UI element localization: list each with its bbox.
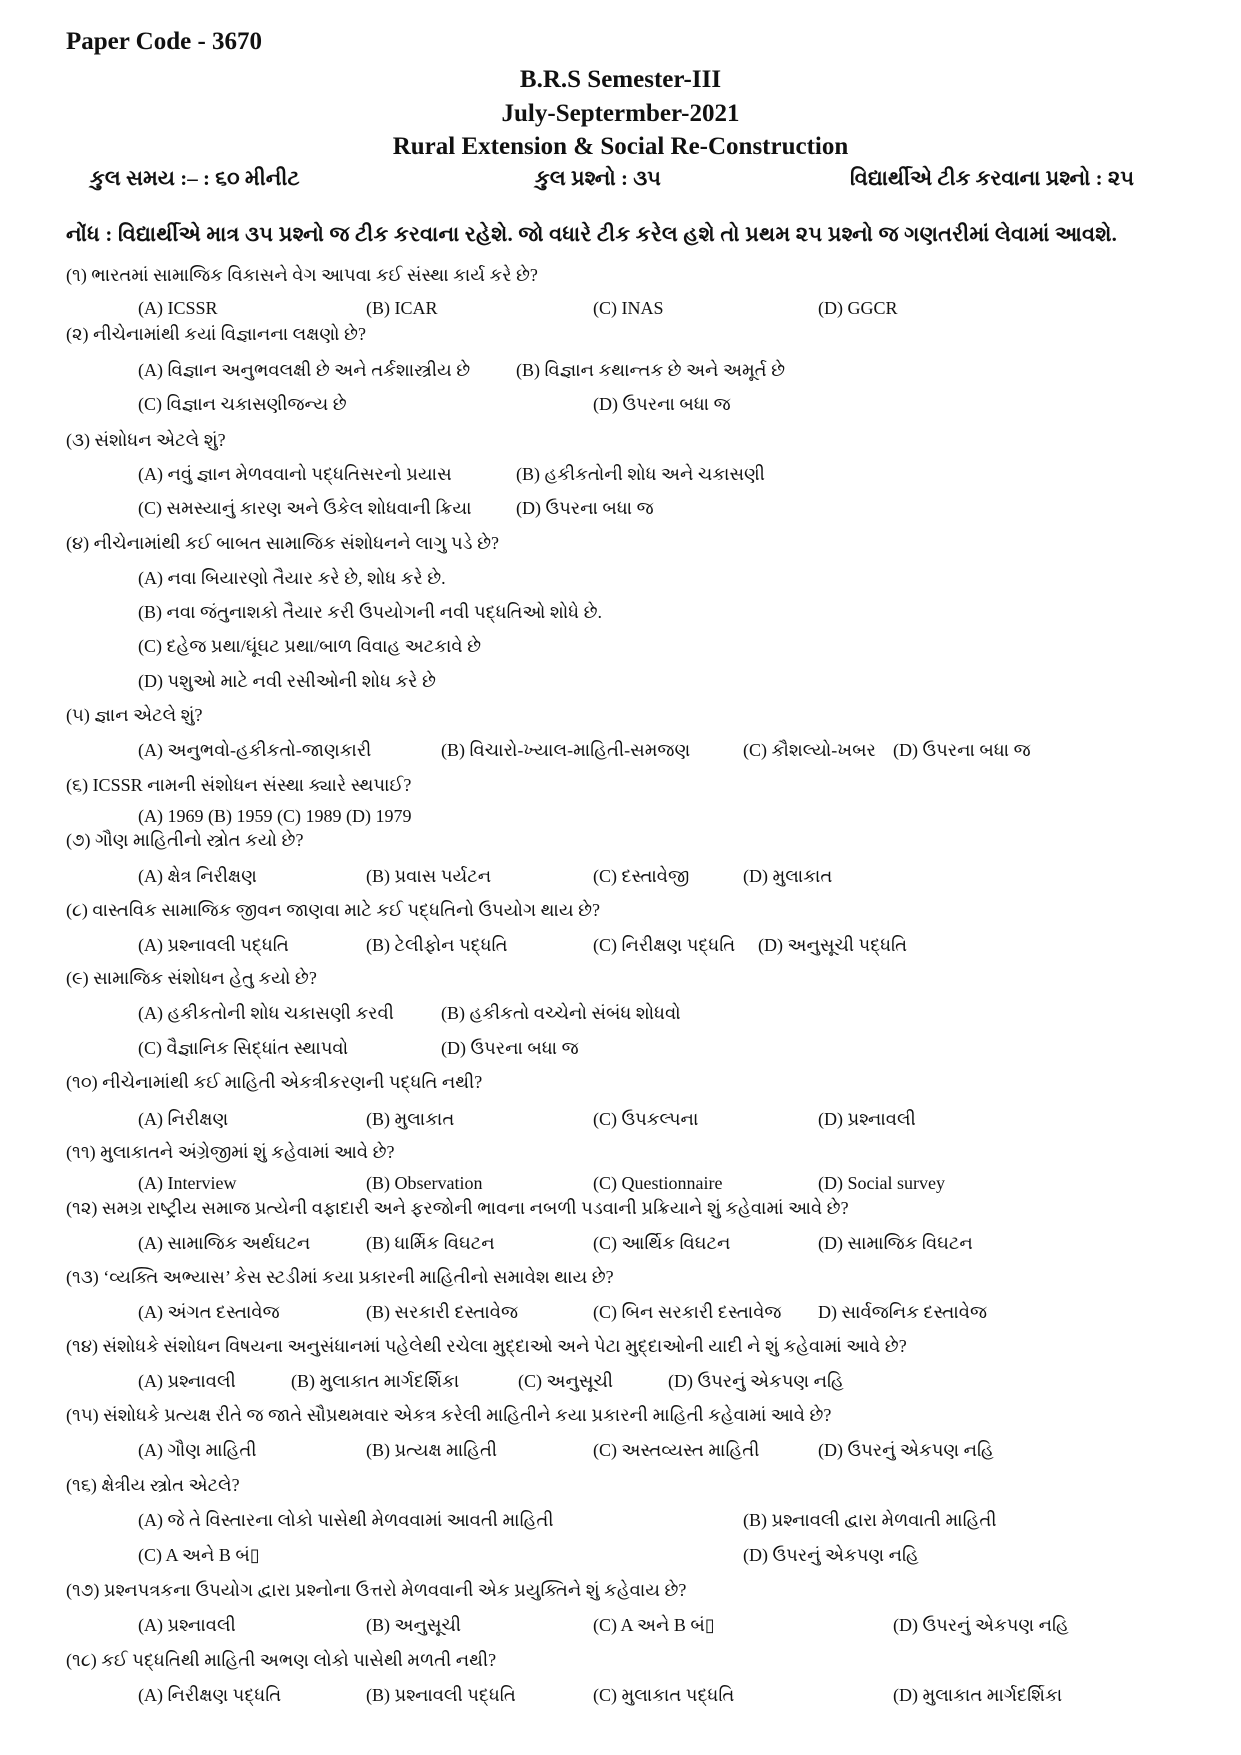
option: (C) દહેજ પ્રથા/ઘૂંઘટ પ્રથા/બાળ વિવાહ અટકાવે છે	[138, 636, 481, 656]
session-title: July-Septermber-2021	[501, 100, 740, 127]
option: (D) ઉપરનું એકપણ નહિ	[743, 1545, 919, 1565]
option: (B) ધાર્મિક વિઘટન	[366, 1233, 495, 1253]
question-7: (૭) ગૌણ માહિતીનો સ્ત્રોત કયો છે?	[66, 830, 304, 850]
question-16: (૧૬) ક્ષેત્રીય સ્ત્રોત એટલે?	[66, 1475, 240, 1495]
option: (D) ઉપરના બધા જ	[441, 1038, 579, 1058]
questions-to-attempt: વિદ્યાર્થીએ ટીક કરવાના પ્રશ્નો : ૨૫	[850, 166, 1135, 190]
option: (A) નિરીક્ષણ પદ્ધતિ	[138, 1685, 282, 1705]
option: (B) મુલાકાત માર્ગદર્શિકા	[291, 1371, 460, 1391]
option: (B) Observation	[366, 1173, 483, 1193]
option: (C) Questionnaire	[593, 1173, 723, 1193]
total-time: કુલ સમય :– : ૬૦ મીનીટ	[90, 166, 300, 190]
option: (C) A અને B બં▯	[138, 1545, 260, 1565]
option: (C) INAS	[593, 298, 664, 318]
option: (A) પ્રશ્નાવલી પદ્ધતિ	[138, 935, 289, 955]
subject-title: Rural Extension & Social Re-Construction	[392, 133, 849, 160]
question-15: (૧૫) સંશોધકે પ્રત્યક્ષ રીતે જ જાતે સૌપ્રથમવાર એકત્ર કરેલી માહિતીને કયા પ્રકારની માહિતી કહેવામાં આવે છે?	[66, 1405, 832, 1425]
option: (D) ઉપરનું એકપણ નહિ	[668, 1371, 844, 1391]
option: (B) અનુસૂચી	[366, 1615, 462, 1635]
question-8: (૮) વાસ્તવિક સામાજિક જીવન જાણવા માટે કઈ પદ્ધતિનો ઉપયોગ થાય છે?	[66, 900, 600, 920]
option: (D) Social survey	[818, 1173, 945, 1193]
question-4: (૪) નીચેનામાંથી કઈ બાબત સામાજિક સંશોધનને લાગુ પડે છે?	[66, 533, 499, 553]
option: (D) મુલાકાત	[743, 866, 833, 886]
option: (B) પ્રવાસ પર્યટન	[366, 866, 492, 886]
option: (B) પ્રશ્નાવલી દ્વારા મેળવાતી માહિતી	[743, 1510, 997, 1530]
option: (A) પ્રશ્નાવલી	[138, 1371, 236, 1391]
question-6: (૬) ICSSR નામની સંશોધન સંસ્થા ક્યારે સ્થપાઈ?	[66, 775, 412, 795]
option: (D) ઉપરના બધા જ	[516, 498, 654, 518]
option: D) સાર્વજનિક દસ્તાવેજ	[818, 1302, 987, 1322]
question-9: (૯) સામાજિક સંશોધન હેતુ કયો છે?	[66, 968, 317, 988]
option: (C) અનુસૂચી	[518, 1371, 614, 1391]
option: (A) નવા બિયારણો તૈયાર કરે છે, શોધ કરે છે.	[138, 568, 446, 588]
option: (C) A અને B બં▯	[593, 1615, 715, 1635]
option: (D) GGCR	[818, 298, 898, 318]
option: (A) પ્રશ્નાવલી	[138, 1615, 236, 1635]
option: (D) ઉપરના બધા જ	[893, 740, 1031, 760]
option: (A) અનુભવો-હકીકતો-જાણકારી	[138, 740, 372, 760]
option: (A) નિરીક્ષણ	[138, 1109, 229, 1129]
option: (D) ઉપરનું એકપણ નહિ	[893, 1615, 1069, 1635]
question-3: (૩) સંશોધન એટલે શું?	[66, 430, 226, 450]
question-1: (૧) ભારતમાં સામાજિક વિકાસને વેગ આપવા કઈ સંસ્થા કાર્ય કરે છે?	[66, 265, 538, 285]
option: (A) 1969 (B) 1959 (C) 1989 (D) 1979	[138, 806, 412, 826]
option: (D) અનુસૂચી પદ્ધતિ	[758, 935, 908, 955]
option: (A) જે તે વિસ્તારના લોકો પાસેથી મેળવવામાં આવતી માહિતી	[138, 1510, 554, 1530]
option: (C) વૈજ્ઞાનિક સિદ્ધાંત સ્થાપવો	[138, 1038, 349, 1058]
question-2: (૨) નીચેનામાંથી કયાં વિજ્ઞાનના લક્ષણો છે?	[66, 324, 366, 344]
question-12: (૧૨) સમગ્ર રાષ્ટ્રીય સમાજ પ્રત્યેની વફાદારી અને ફરજોની ભાવના નબળી પડવાની પ્રક્રિયાને શું કહેવામાં આવે છે?	[66, 1198, 849, 1218]
option: (B) હકીકતોની શોધ અને ચકાસણી	[516, 464, 765, 484]
option: (D) સામાજિક વિઘટન	[818, 1233, 973, 1253]
option: (A) ક્ષેત્ર નિરીક્ષણ	[138, 866, 257, 886]
question-17: (૧૭) પ્રશ્નપત્રકના ઉપયોગ દ્વારા પ્રશ્નોના ઉત્તરો મેળવવાની એક પ્રયુક્તિને શું કહેવાય છે?	[66, 1580, 687, 1600]
option: (D) પશુઓ માટે નવી રસીઓની શોધ કરે છે	[138, 671, 436, 691]
option: (C) કૌશલ્યો-ખબર	[743, 740, 876, 760]
option: (B) પ્રત્યક્ષ માહિતી	[366, 1440, 498, 1460]
option: (B) મુલાકાત	[366, 1109, 455, 1129]
question-5: (૫) જ્ઞાન એટલે શું?	[66, 705, 203, 725]
option: (B) હકીકતો વચ્ચેનો સંબંધ શોધવો	[441, 1003, 681, 1023]
question-10: (૧૦) નીચેનામાંથી કઈ માહિતી એકત્રીકરણની પદ્ધતિ નથી?	[66, 1072, 483, 1092]
question-13: (૧૩) ‘વ્યક્તિ અભ્યાસ’ કેસ સ્ટડીમાં કયા પ્રકારની માહિતીનો સમાવેશ થાય છે?	[66, 1267, 614, 1287]
option: (C) વિજ્ઞાન ચકાસણીજન્ય છે	[138, 394, 347, 414]
option: (B) પ્રશ્નાવલી પદ્ધતિ	[366, 1685, 516, 1705]
option: (B) ટેલીફોન પદ્ધતિ	[366, 935, 508, 955]
option: (B) ICAR	[366, 298, 438, 318]
course-title: B.R.S Semester-III	[519, 66, 722, 93]
option: (A) અંગત દસ્તાવેજ	[138, 1302, 280, 1322]
option: (D) પ્રશ્નાવલી	[818, 1109, 916, 1129]
option: (C) ઉપકલ્પના	[593, 1109, 699, 1129]
instruction-note: નોંધ : વિદ્યાર્થીએ માત્ર ૩૫ પ્રશ્નો જ ટીક કરવાના રહેશે. જો વધારે ટીક કરેલ હશે તો પ્રથમ ૨૫ પ્રશ્નો જ ગણતરીમાં લેવામાં આવશે.	[66, 222, 1118, 246]
option: (D) મુલાકાત માર્ગદર્શિકા	[893, 1685, 1063, 1705]
option: (C) બિન સરકારી દસ્તાવેજ	[593, 1302, 782, 1322]
question-14: (૧૪) સંશોધકે સંશોધન વિષયના અનુસંધાનમાં પહેલેથી રચેલા મુદ્દાઓ અને પેટા મુદ્દાઓની યાદી ને શું કહેવામાં આવે છે?	[66, 1336, 907, 1356]
total-questions: કુલ પ્રશ્નો : ૩૫	[535, 166, 661, 190]
option: (A) ICSSR	[138, 298, 218, 318]
option: (C) દસ્તાવેજી	[593, 866, 690, 886]
option: (C) સમસ્યાનું કારણ અને ઉકેલ શોધવાની ક્રિયા	[138, 498, 472, 518]
question-11: (૧૧) મુલાકાતને અંગ્રેજીમાં શું કહેવામાં આવે છે?	[66, 1142, 395, 1162]
option: (D) ઉપરનું એકપણ નહિ	[818, 1440, 994, 1460]
option: (B) વિચારો-ખ્યાલ-માહિતી-સમજણ	[441, 740, 691, 760]
option: (C) આર્થિક વિઘટન	[593, 1233, 731, 1253]
question-18: (૧૮) કઈ પદ્ધતિથી માહિતી અભણ લોકો પાસેથી મળતી નથી?	[66, 1650, 497, 1670]
option: (B) વિજ્ઞાન કથાન્તક છે અને અમૂર્ત છે	[516, 360, 786, 380]
option: (D) ઉપરના બધા જ	[593, 394, 731, 414]
option: (A) Interview	[138, 1173, 237, 1193]
option: (C) મુલાકાત પદ્ધતિ	[593, 1685, 735, 1705]
option: (A) વિજ્ઞાન અનુભવલક્ષી છે અને તર્કશાસ્ત્રીય છે	[138, 360, 471, 380]
option: (C) નિરીક્ષણ પદ્ધતિ	[593, 935, 736, 955]
option: (B) નવા જંતુનાશકો તૈયાર કરી ઉપયોગની નવી પદ્ધતિઓ શોધે છે.	[138, 602, 602, 622]
paper-code: Paper Code - 3670	[66, 28, 263, 55]
option: (A) હકીકતોની શોધ ચકાસણી કરવી	[138, 1003, 394, 1023]
option: (B) સરકારી દસ્તાવેજ	[366, 1302, 519, 1322]
option: (C) અસ્તવ્યસ્ત માહિતી	[593, 1440, 760, 1460]
option: (A) સામાજિક અર્થઘટન	[138, 1233, 311, 1253]
option: (A) ગૌણ માહિતી	[138, 1440, 257, 1460]
option: (A) નવું જ્ઞાન મેળવવાનો પદ્ધતિસરનો પ્રયાસ	[138, 464, 452, 484]
